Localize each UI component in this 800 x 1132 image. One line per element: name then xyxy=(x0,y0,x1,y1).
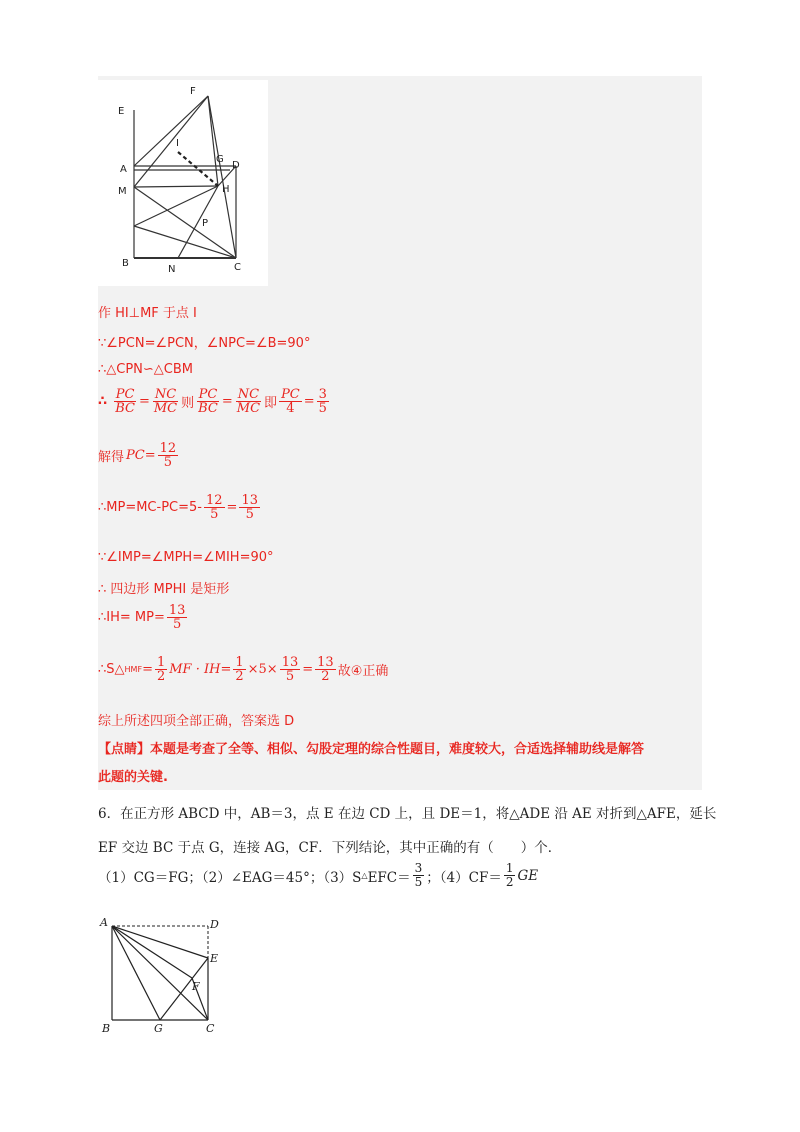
label-a-2: A xyxy=(100,916,108,929)
fraction-pc-bc: $\frac{PC}{BC}$ xyxy=(115,387,135,416)
question-line-2: EF 交边 BC 于点 G，连接 AG，CF．下列结论，其中正确的有（ ）个． xyxy=(98,840,562,856)
fraction-pc-bc-2: $\frac{PC}{BC}$ xyxy=(198,387,218,416)
geometry-figure-2 xyxy=(98,916,228,1034)
solution-line-8: ∴ 四边形 MPHI 是矩形 xyxy=(98,582,230,597)
label-i: I xyxy=(176,138,179,149)
solution-line-3: ∴△CPN∽△CBM xyxy=(98,362,194,377)
fraction-nc-mc: $\frac{NC}{MC}$ xyxy=(153,387,178,416)
question-line-1: 6．在正方形 ABCD 中，AB＝3，点 E 在边 CD 上，且 DE＝1，将△ADE 沿 AE 对折到△AFE，延长 xyxy=(98,806,717,822)
fraction-3-5-q: $\frac{3}{5}$ xyxy=(414,861,423,889)
solution-line-10: ∴S△ HMF = $\frac{1}{2}$ MF · IH = $\frac{1}{2}$ ×5× $\frac{13}{5}$ = $\frac{13}{2}$ 故④正确 xyxy=(98,655,389,684)
fraction-half: $\frac{1}{2}$ xyxy=(156,655,166,684)
label-m: M xyxy=(118,186,127,197)
solution-line-4: ∴ $\frac{PC}{BC}$ = $\frac{NC}{MC}$ 则 $\frac{PC}{BC}$ = $\frac{NC}{MC}$ 即 $\frac{PC}{4}$ = $\frac{3}{5}$ xyxy=(98,387,327,416)
label-e-2: E xyxy=(210,952,219,965)
fraction-13-2: $\frac{13}{2}$ xyxy=(317,655,334,684)
label-h: H xyxy=(222,184,230,195)
fraction-nc-mc-2: $\frac{NC}{MC}$ xyxy=(236,387,261,416)
fraction-13-5-c: $\frac{13}{5}$ xyxy=(281,655,299,684)
solution-line-5: 解得 PC = $\frac{12}{5}$ xyxy=(98,441,177,470)
figure-2-svg xyxy=(98,916,228,1034)
fraction-pc-4: $\frac{PC}{4}$ xyxy=(281,387,300,416)
label-a: A xyxy=(120,164,127,175)
solution-note-1: 【点睛】本题是考查了全等、相似、勾股定理的综合性题目，难度较大，合适选择辅助线是解答 xyxy=(98,742,645,757)
question-options: （1）CG＝FG；（2）∠EAG＝45°；（3）S △ EFC＝ $\frac{3}{5}$ ；（4）CF＝ $\frac{1}{2}$ GE xyxy=(98,861,539,889)
fraction-3-5: $\frac{3}{5}$ xyxy=(318,387,327,416)
fraction-12-5: $\frac{12}{5}$ xyxy=(159,441,177,470)
label-p: P xyxy=(202,218,209,229)
label-d-2: D xyxy=(210,918,219,931)
solution-line-6: ∴MP=MC-PC=5- $\frac{12}{5}$ = $\frac{13}{5}$ xyxy=(98,493,258,522)
label-d: D xyxy=(232,160,240,171)
fraction-13-5: $\frac{13}{5}$ xyxy=(241,493,258,522)
label-b: B xyxy=(122,258,129,269)
fraction-12-5-b: $\frac{12}{5}$ xyxy=(205,493,223,522)
label-b-2: B xyxy=(102,1022,111,1034)
fraction-half-2: $\frac{1}{2}$ xyxy=(235,655,244,684)
label-g-2: G xyxy=(154,1022,163,1034)
label-n: N xyxy=(168,264,176,275)
label-f: F xyxy=(190,86,196,97)
therefore-symbol: ∴ xyxy=(98,394,108,409)
geometry-figure-1 xyxy=(98,80,268,286)
solution-note-2: 此题的关键. xyxy=(98,770,168,785)
label-e: E xyxy=(118,106,125,117)
label-c-2: C xyxy=(206,1022,215,1034)
solution-summary: 综上所述四项全部正确，答案选 D xyxy=(98,714,295,729)
solution-line-2: ∵∠PCN=∠PCN，∠NPC=∠B=90° xyxy=(98,336,311,351)
label-g: G xyxy=(216,154,224,165)
fraction-13-5-b: $\frac{13}{5}$ xyxy=(168,603,186,632)
solution-line-7: ∵∠IMP=∠MPH=∠MIH=90° xyxy=(98,550,274,565)
figure-1-svg xyxy=(98,80,268,286)
label-c: C xyxy=(234,262,241,273)
solution-line-9: ∴IH= MP = $\frac{13}{5}$ xyxy=(98,603,186,632)
solution-line-1: 作 HI⊥MF 于点 I xyxy=(98,306,197,321)
label-f-2: F xyxy=(192,980,200,993)
fraction-half-q: $\frac{1}{2}$ xyxy=(505,861,514,889)
